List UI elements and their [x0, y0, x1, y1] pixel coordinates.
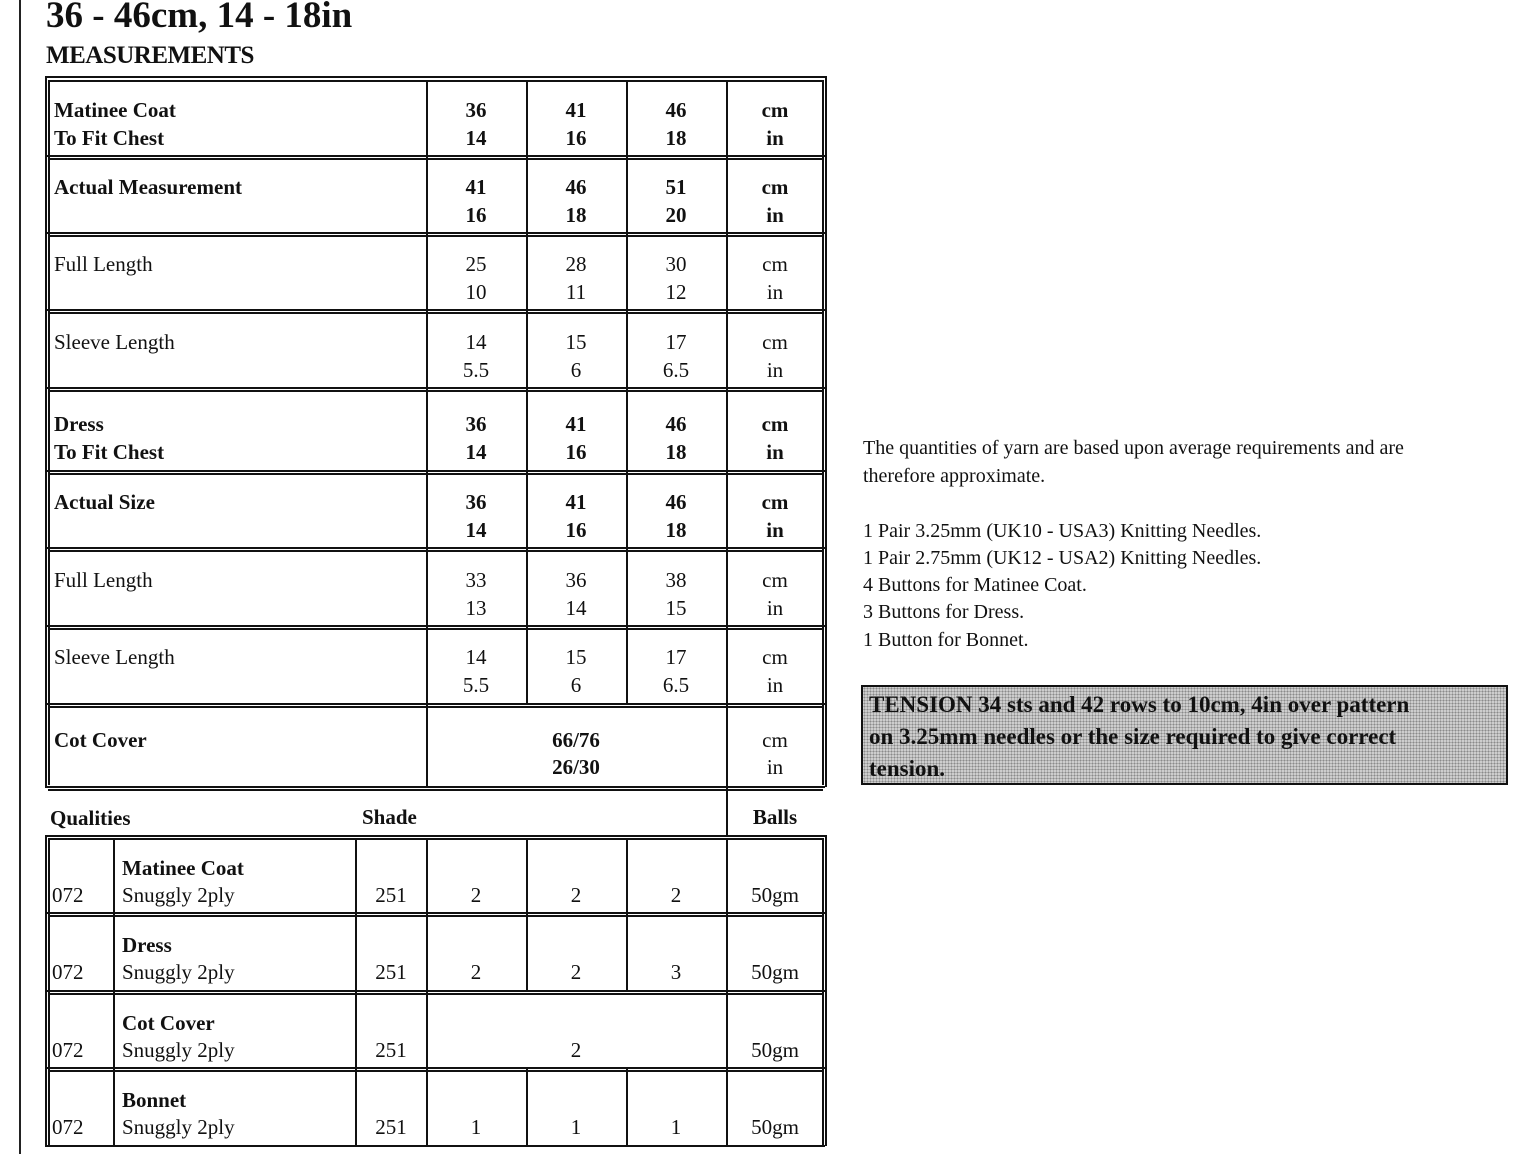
in-value: 16: [465, 203, 487, 227]
cot-cover-label: Cot Cover: [54, 728, 147, 752]
cm-value: 15: [565, 645, 587, 669]
tension-line-1: TENSION 34 sts and 42 rows to 10cm, 4in over pattern: [869, 692, 1410, 717]
quality-balls: 2: [470, 883, 482, 907]
row-label: Sleeve Length: [54, 330, 175, 354]
quality-balls: 1: [470, 1115, 482, 1139]
tension-line-3: tension.: [869, 756, 946, 781]
quality-shade: 251: [375, 883, 407, 907]
quality-yarn: Snuggly 2ply: [122, 883, 235, 907]
in-value: 11: [565, 280, 587, 304]
in-value: 10: [465, 280, 487, 304]
table-rule: [48, 838, 50, 1146]
cm-value: 14: [465, 645, 487, 669]
table-rule: [45, 547, 825, 549]
in-value: 20: [665, 203, 687, 227]
table-rule: [45, 155, 825, 157]
quality-shade: 251: [375, 1038, 407, 1062]
table-rule: [48, 1070, 823, 1072]
quality-weight: 50gm: [751, 883, 799, 907]
in-value: 5.5: [462, 673, 490, 697]
in-value: 15: [665, 596, 687, 620]
quality-yarn: Snuggly 2ply: [122, 960, 235, 984]
row-label: Actual Size: [54, 490, 155, 514]
cm-unit: cm: [762, 330, 788, 354]
quality-yarn: Snuggly 2ply: [122, 1115, 235, 1139]
quality-balls: 1: [670, 1115, 682, 1139]
cm-unit: cm: [761, 490, 789, 514]
cm-value: 36: [565, 568, 587, 592]
table-rule: [48, 80, 50, 785]
quality-balls: 3: [670, 960, 682, 984]
cm-value: 17: [665, 645, 687, 669]
cm-value: 41: [565, 490, 587, 514]
table-rule: [48, 80, 823, 82]
shade-header: Shade: [362, 805, 417, 829]
in-value: 18: [665, 518, 687, 542]
quality-balls: 1: [570, 1115, 582, 1139]
cm-value: 25: [465, 252, 487, 276]
table-rule: [48, 312, 823, 314]
quality-weight: 50gm: [751, 1038, 799, 1062]
in-unit: in: [766, 126, 784, 150]
table-rule: [48, 235, 823, 237]
requirement-item: 1 Pair 2.75mm (UK12 - USA2) Knitting Needles.: [863, 547, 1262, 569]
table-rule: [45, 232, 825, 234]
quality-balls: 2: [570, 960, 582, 984]
row-sublabel: To Fit Chest: [54, 126, 165, 150]
balls-header: Balls: [752, 805, 798, 829]
cm-unit: cm: [762, 252, 788, 276]
requirement-item: 1 Pair 3.25mm (UK10 - USA3) Knitting Needles.: [863, 520, 1262, 542]
table-rule: [825, 76, 827, 787]
cm-value: 46: [565, 175, 587, 199]
table-rule: [45, 76, 47, 787]
cm-value: 28: [565, 252, 587, 276]
in-value: 12: [665, 280, 687, 304]
in-value: 16: [565, 126, 587, 150]
quality-balls: 2: [470, 960, 482, 984]
table-rule: [45, 990, 825, 992]
quality-code: 072: [52, 960, 84, 984]
quality-code: 072: [52, 883, 84, 907]
quality-name: Bonnet: [122, 1088, 187, 1112]
table-rule: [45, 1145, 825, 1147]
table-rule: [45, 387, 825, 389]
quality-name: Dress: [122, 933, 172, 957]
in-value: 5.5: [462, 358, 490, 382]
quality-shade: 251: [375, 960, 407, 984]
table-rule: [48, 993, 823, 995]
in-value: 13: [465, 596, 487, 620]
row-label: Full Length: [54, 568, 153, 592]
table-rule: [45, 835, 825, 837]
cm-value: 33: [465, 568, 487, 592]
in-value: 14: [565, 596, 587, 620]
cm-unit: cm: [762, 645, 788, 669]
cm-unit: cm: [761, 98, 789, 122]
table-rule: [48, 789, 823, 791]
row-label: Matinee Coat: [54, 98, 176, 122]
cm-value: 30: [665, 252, 687, 276]
table-rule: [45, 470, 825, 472]
requirement-item: 4 Buttons for Matinee Coat.: [863, 574, 1087, 596]
in-value: 6.5: [662, 673, 690, 697]
table-rule: [48, 628, 823, 630]
table-rule: [426, 705, 428, 786]
in-unit: in: [766, 440, 784, 464]
cm-value: 41: [565, 412, 587, 436]
quality-code: 072: [52, 1115, 84, 1139]
table-rule: [48, 915, 823, 917]
row-label: Actual Measurement: [54, 175, 242, 199]
table-rule: [48, 473, 823, 475]
cot-cover-in-unit: in: [766, 755, 784, 779]
cm-value: 17: [665, 330, 687, 354]
in-value: 6: [570, 358, 582, 382]
table-rule: [48, 158, 823, 160]
table-rule: [48, 706, 823, 708]
table-rule: [45, 703, 825, 705]
in-unit: in: [766, 280, 784, 304]
in-unit: in: [766, 518, 784, 542]
cot-cover-in-value: 26/30: [552, 755, 600, 779]
quality-name: Cot Cover: [122, 1011, 215, 1035]
cm-value: 41: [465, 175, 487, 199]
in-unit: in: [766, 596, 784, 620]
table-rule: [45, 786, 825, 788]
in-value: 6: [570, 673, 582, 697]
cm-value: 36: [465, 490, 487, 514]
table-rule: [45, 309, 825, 311]
cm-value: 36: [465, 98, 487, 122]
in-value: 14: [465, 440, 487, 464]
table-rule: [48, 838, 823, 840]
cm-value: 38: [665, 568, 687, 592]
quality-balls: 2: [570, 1038, 582, 1062]
in-value: 18: [665, 440, 687, 464]
in-value: 16: [565, 440, 587, 464]
in-value: 14: [465, 518, 487, 542]
cm-unit: cm: [762, 568, 788, 592]
quality-weight: 50gm: [751, 960, 799, 984]
cm-value: 51: [665, 175, 687, 199]
table-rule: [45, 912, 825, 914]
cm-value: 41: [565, 98, 587, 122]
cm-value: 46: [665, 98, 687, 122]
in-value: 18: [665, 126, 687, 150]
quality-shade: 251: [375, 1115, 407, 1139]
yarn-note-line-2: therefore approximate.: [863, 465, 1046, 487]
cm-value: 46: [665, 490, 687, 514]
cm-value: 46: [665, 412, 687, 436]
table-rule: [45, 1067, 825, 1069]
quality-weight: 50gm: [751, 1115, 799, 1139]
in-value: 18: [565, 203, 587, 227]
table-rule: [45, 625, 825, 627]
cm-value: 14: [465, 330, 487, 354]
cm-value: 36: [465, 412, 487, 436]
quality-name: Matinee Coat: [122, 856, 244, 880]
cm-unit: cm: [761, 412, 789, 436]
table-rule: [825, 835, 827, 1146]
row-label: Full Length: [54, 252, 153, 276]
cm-unit: cm: [761, 175, 789, 199]
cm-value: 15: [565, 330, 587, 354]
quality-balls: 2: [670, 883, 682, 907]
left-margin-rule: [19, 0, 21, 1154]
in-unit: in: [766, 203, 784, 227]
table-rule: [113, 838, 115, 1146]
row-sublabel: To Fit Chest: [54, 440, 165, 464]
table-rule: [48, 550, 823, 552]
requirement-item: 3 Buttons for Dress.: [863, 601, 1025, 623]
table-rule: [45, 835, 47, 1146]
quality-code: 072: [52, 1038, 84, 1062]
yarn-note-line-1: The quantities of yarn are based upon average requirements and are: [863, 437, 1404, 459]
cot-cover-cm-unit: cm: [762, 728, 788, 752]
size-range-title: 36 - 46cm, 14 - 18in: [46, 0, 353, 36]
cot-cover-cm-value: 66/76: [552, 728, 600, 752]
quality-yarn: Snuggly 2ply: [122, 1038, 235, 1062]
tension-box: [861, 685, 1508, 785]
tension-line-2: on 3.25mm needles or the size required to give correct: [869, 724, 1397, 749]
measurements-heading: MEASUREMENTS: [46, 42, 254, 69]
table-rule: [45, 76, 825, 78]
table-rule: [48, 390, 823, 392]
row-label: Dress: [54, 412, 104, 436]
in-unit: in: [766, 358, 784, 382]
quality-balls: 2: [570, 883, 582, 907]
in-value: 6.5: [662, 358, 690, 382]
in-value: 14: [465, 126, 487, 150]
in-unit: in: [766, 673, 784, 697]
qualities-header: Qualities: [50, 806, 131, 830]
requirement-item: 1 Button for Bonnet.: [863, 629, 1029, 651]
in-value: 16: [565, 518, 587, 542]
row-label: Sleeve Length: [54, 645, 175, 669]
